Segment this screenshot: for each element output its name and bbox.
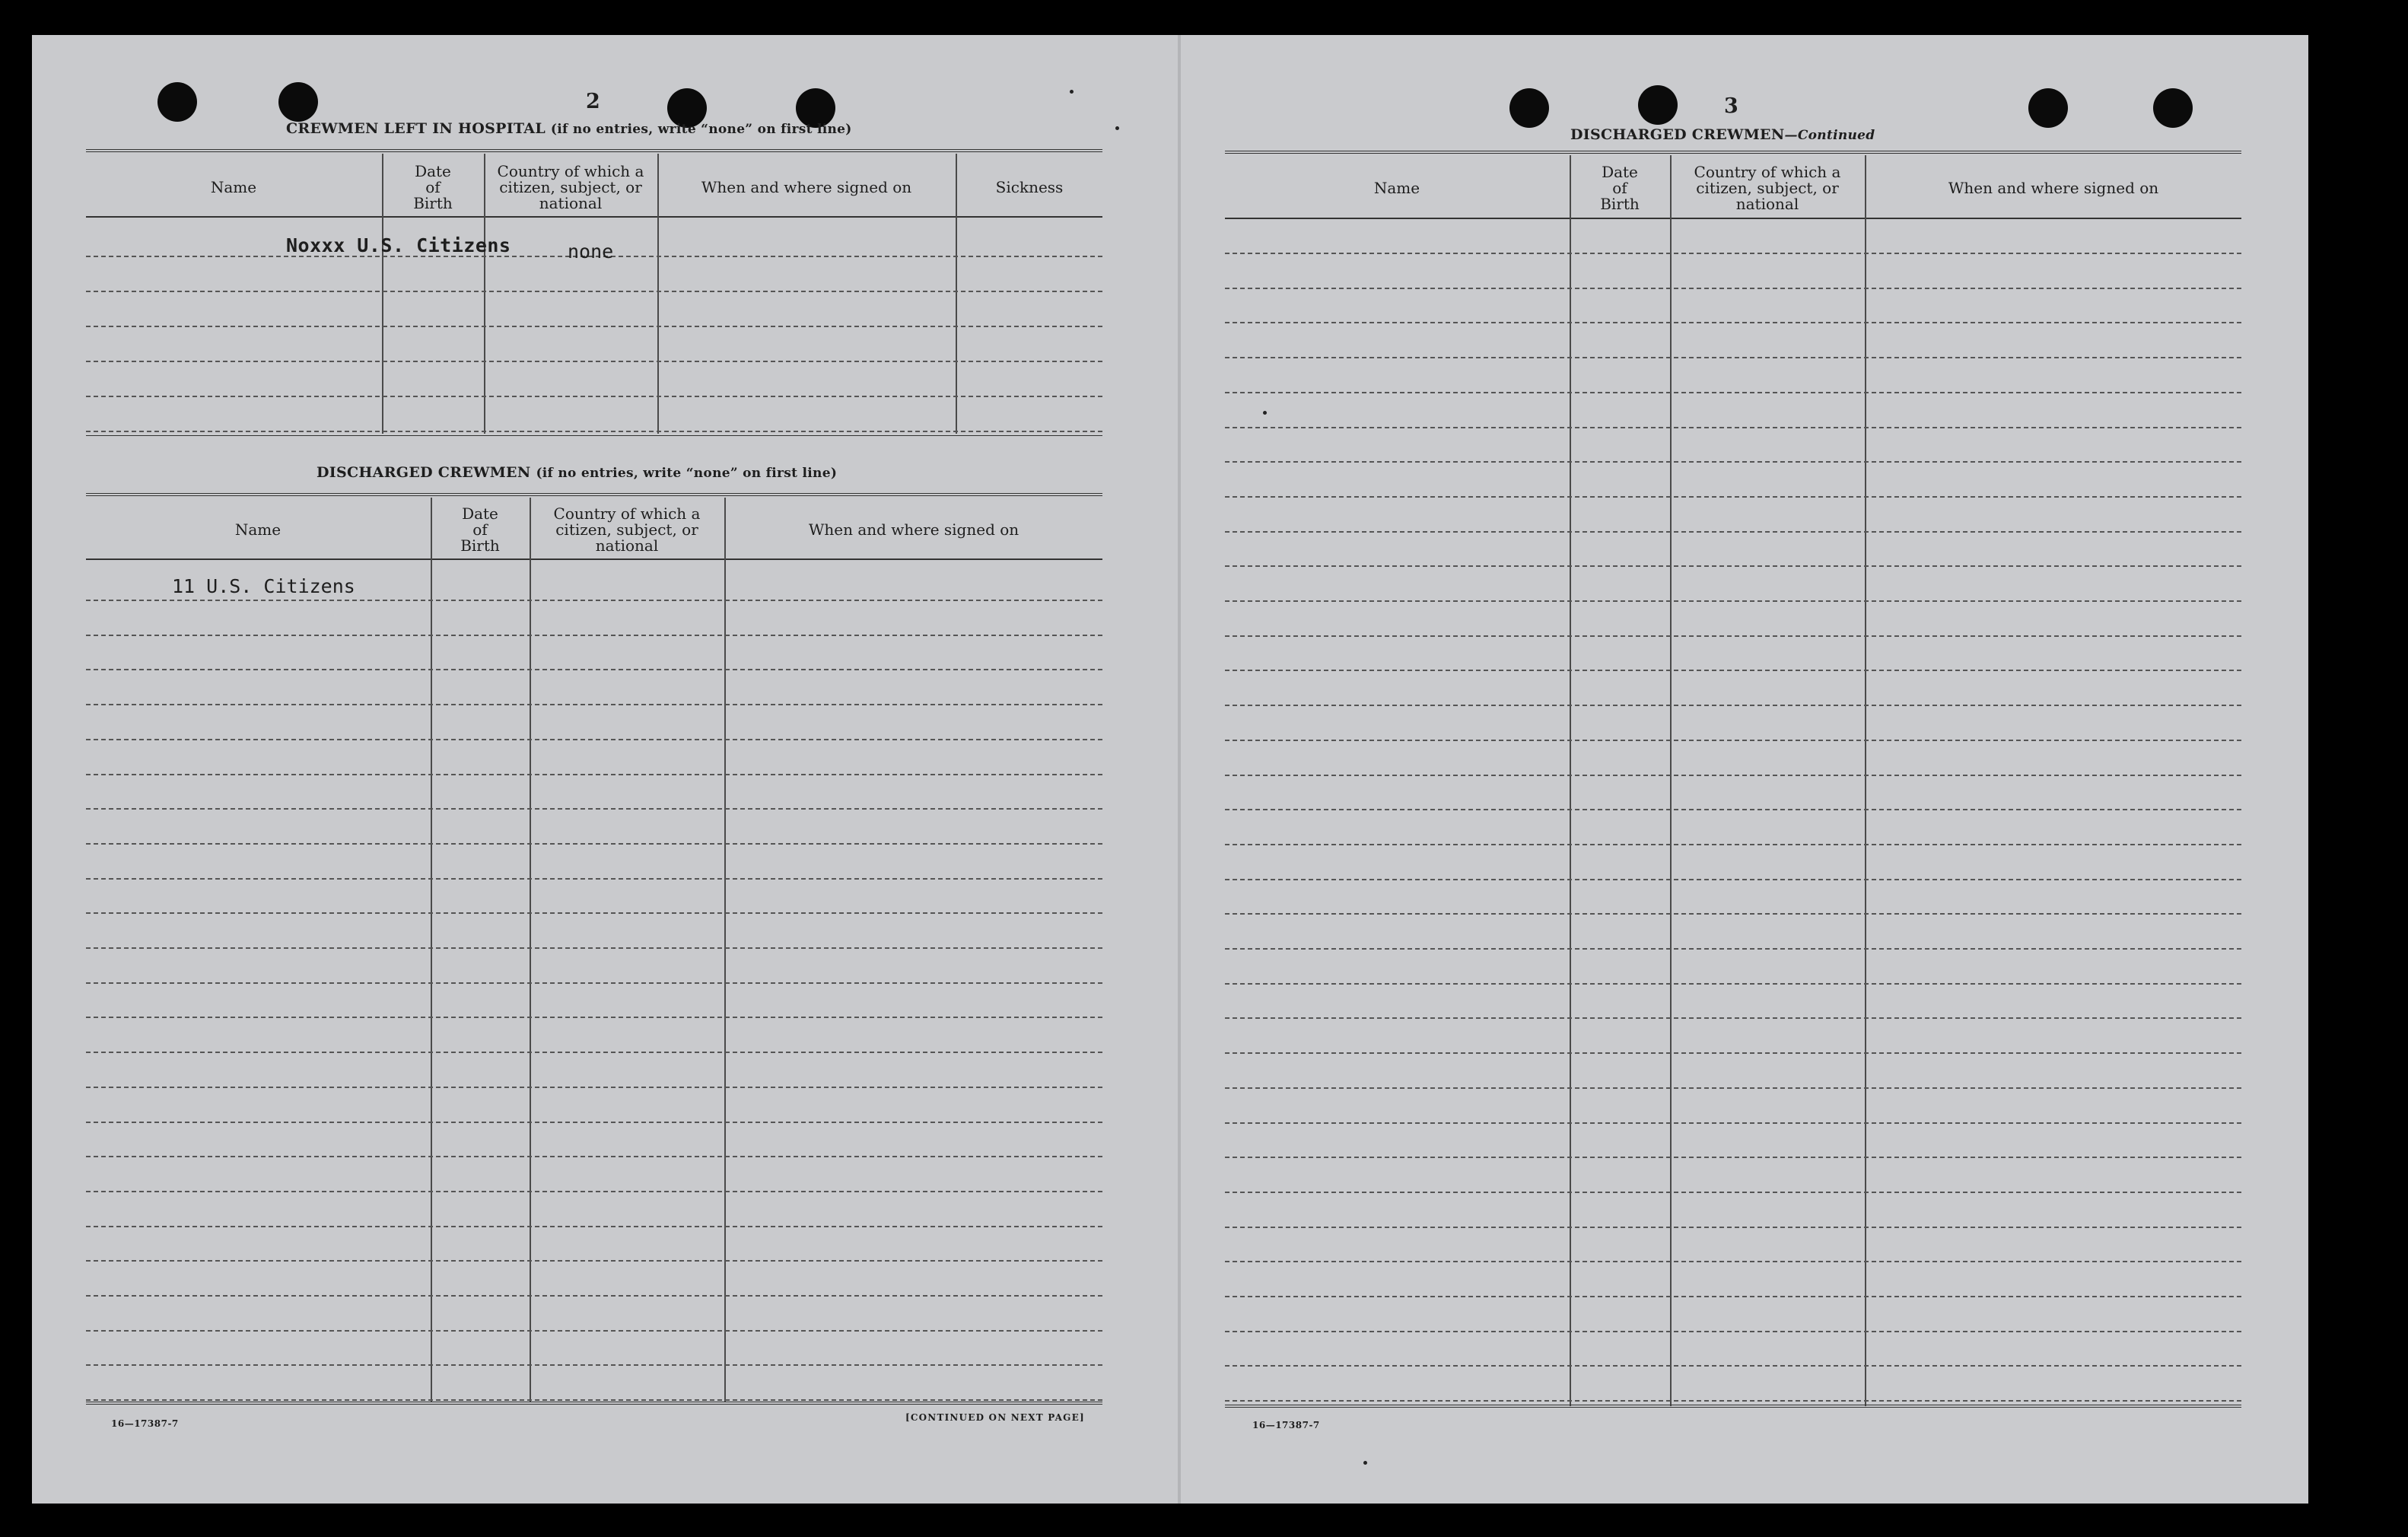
row-line [86,1295,1102,1297]
row-line [86,843,1102,845]
hospital-header-rule [86,216,1102,218]
right-section-title [1570,126,1875,143]
right-col-country: Country of which a citizen, subject, or national [1694,162,1841,213]
hospital-row-line [86,431,1102,432]
row-line [1225,322,2241,323]
form-number-right: 16—17387-7 [1252,1420,1320,1430]
row-line [86,704,1102,705]
row-line [86,1260,1102,1262]
row-line [86,947,1102,949]
row-line [1225,357,2241,358]
hospital-col-dob: Date of Birth [413,161,453,212]
hospital-vline [382,154,383,434]
row-line [1225,740,2241,741]
form-number: 16—17387-7 [111,1418,179,1429]
row-line [86,635,1102,636]
discharged-bottom-rule [86,1402,1102,1405]
hospital-col-name: Name [210,177,257,196]
row-line [1225,600,2241,602]
discharged-col-signed-on: When and where signed on [808,520,1020,539]
row-line [86,669,1102,670]
hospital-row-line [86,361,1102,362]
row-line [1225,392,2241,393]
row-line [86,774,1102,775]
row-line [1225,565,2241,567]
hospital-row-line [86,291,1102,292]
discharged-entry: 11 U.S. Citizens [172,575,355,597]
page-number: 2 [586,90,600,113]
row-line [1225,1400,2241,1402]
right-page [1181,35,2308,1504]
row-line [1225,1087,2241,1089]
row-line [86,1330,1102,1332]
hospital-vline [484,154,485,434]
right-header-rule [1225,218,2241,219]
speck [1263,411,1267,415]
right-vline [1570,155,1571,1406]
right-col-signed-on: When and where signed on [1948,178,2159,197]
row-line [86,1122,1102,1123]
row-line [1225,531,2241,533]
hospital-struck-entry: Noxxx U.S. Citizens [286,234,511,256]
row-line [1225,496,2241,498]
hospital-row-line [86,326,1102,327]
discharged-section-title [317,464,837,481]
row-line [1225,1052,2241,1054]
row-line [1225,461,2241,463]
punch-hole [2153,88,2193,128]
right-vline [1670,155,1672,1406]
page-number-right: 3 [1724,94,1738,118]
row-line [1225,288,2241,289]
right-title-text: DISCHARGED CREWMEN [1570,126,1785,143]
hospital-vline [956,154,957,434]
hospital-top-rule [86,149,1102,153]
punch-hole [1509,88,1549,128]
row-line [1225,1192,2241,1193]
discharged-title-text: DISCHARGED CREWMEN [317,464,531,481]
row-line [1225,1296,2241,1297]
speck [1070,90,1074,94]
row-line [86,878,1102,880]
row-line [1225,879,2241,880]
discharged-col-dob: Date of Birth [460,504,500,555]
hospital-section-title [286,120,852,137]
discharged-col-name: Name [234,520,282,539]
hospital-col-country: Country of which a citizen, subject, or national [497,161,644,212]
row-line [1225,253,2241,254]
row-line [1225,948,2241,950]
row-line [1225,775,2241,776]
row-line [1225,913,2241,915]
punch-hole [1638,85,1678,125]
row-line [1225,635,2241,637]
row-line [86,1017,1102,1018]
right-col-name: Name [1373,178,1420,197]
row-line [86,1399,1102,1401]
speck [1115,126,1119,130]
row-line [1225,1227,2241,1228]
row-line [1225,705,2241,706]
punch-hole [2028,88,2068,128]
row-line [86,982,1102,984]
discharged-header-rule [86,558,1102,560]
row-line [1225,1365,2241,1367]
row-line [1225,809,2241,810]
hospital-row-line [86,396,1102,397]
row-line [86,912,1102,914]
discharged-title-instruction: (if no entries, write “none” on first line) [536,466,838,481]
discharged-vline [530,498,531,1402]
right-vline [1865,155,1866,1406]
row-line [86,600,1102,601]
continued-note: [CONTINUED ON NEXT PAGE] [905,1412,1085,1423]
discharged-col-country: Country of which a citizen, subject, or national [553,504,701,555]
row-line [86,739,1102,740]
punch-hole [278,82,318,122]
row-line [1225,1157,2241,1158]
row-line [1225,1331,2241,1332]
punch-hole [157,82,197,122]
right-bottom-rule [1225,1405,2241,1408]
hospital-bottom-rule [86,435,1102,436]
row-line [1225,1261,2241,1262]
hospital-col-sickness: Sickness [995,177,1064,196]
row-line [1225,670,2241,671]
hospital-title-text: CREWMEN LEFT IN HOSPITAL [286,120,546,137]
row-line [86,1087,1102,1088]
row-line [86,1156,1102,1157]
discharged-vline [724,498,726,1402]
row-line [1225,427,2241,428]
right-col-dob: Date of Birth [1600,162,1640,213]
row-line [1225,983,2241,985]
row-line [86,808,1102,810]
right-top-rule [1225,151,2241,154]
row-line [1225,844,2241,845]
hospital-vline [657,154,659,434]
row-line [86,1052,1102,1053]
hospital-title-instruction: (if no entries, write “none” on first line) [550,122,852,137]
row-line [86,1364,1102,1366]
right-title-suffix: —Continued [1784,128,1875,143]
discharged-vline [431,498,432,1402]
row-line [86,1226,1102,1227]
hospital-none-entry: none [568,240,614,263]
row-line [1225,1017,2241,1019]
speck [1363,1461,1367,1465]
discharged-top-rule [86,493,1102,497]
row-line [1225,1122,2241,1124]
row-line [86,1191,1102,1192]
hospital-col-signed-on: When and where signed on [701,177,912,196]
